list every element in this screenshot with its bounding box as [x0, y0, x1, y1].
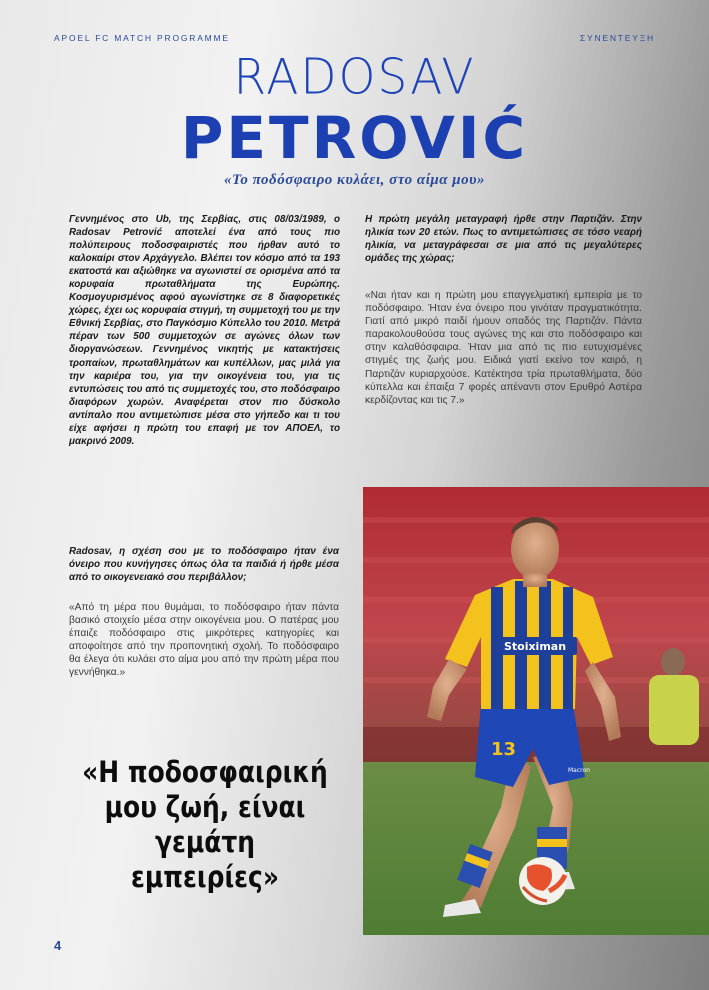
pull-quote-line: μου ζωή, είναι — [104, 790, 306, 824]
page-number: 4 — [54, 938, 62, 953]
magazine-header: APOEL FC MATCH PROGRAMME — [54, 33, 230, 43]
pull-quote-line: γεμάτη εμπειρίες» — [131, 825, 279, 894]
section-label: ΣΥΝΕΝΤΕΥΞΗ — [579, 33, 655, 43]
player-last-name: PETROVIĆ — [180, 104, 529, 172]
pull-quote — [80, 755, 329, 895]
player-first-name: RADOSAV — [233, 48, 476, 107]
pull-quote-line: «Η ποδοσφαιρική — [82, 755, 328, 789]
kit-brand: Macron — [568, 767, 590, 774]
shirt-sponsor: Stoiximan — [503, 640, 567, 653]
pitch — [363, 762, 709, 935]
intro-paragraph: Γεννημένος στο Ub, της Σερβίας, στις 08/03/1989, ο Radosav Petrović αποτελεί ένα από τους πιο πολύπειρους ποδοσφαιριστές που ήρθαν αυτό το καλοκαίρι στον Αρχάγγελο. Βλέπει τον κόσμο από τα 193 εκατοστά και αξιώθηκε να αγωνιστεί σε ορισμένα από τα κορυφαία πρωταθλήματα της Ευρώπης. Κοσμογυρισμένος αφού αγωνίστηκε σε 8 διαφορετικές χώρες, έχει ως κορυφαία στιγμή, τη συμμετοχή του με την Εθνική Σερβίας, στο Παγκόσμιο Κύπελλο του 2010. Μετρά πέραν των 500 συμμετοχών σε αγώνες όλων των διοργανώσεων. Γεννημένος νικητής με κατακτήσεις τροπαίων, πρωταθλημάτων και κυπέλλων, μας μιλά για την καριέρα του, για την οικογένεια του, για τις εντυπώσεις του από τις συμμετοχές του, στο ποδόσφαιρο διαφόρων χωρών. Αναφέρεται στον πιο δύσκολο αντίπαλο που αντιμετώπισε μέσα στο γήπεδο και τι του είχε αφήσει η πρώτη του επαφή με τον ΑΠΟΕΛ, το μακρινό 2009. — [69, 214, 340, 447]
question-2: Radosav, η σχέση σου με το ποδόσφαιρο ήταν ένα όνειρο που κυνήγησες όπως όλα τα παιδιά ή ήρθε μέσα από το οικογενειακό σου περιβάλλον; — [69, 546, 339, 584]
player-photo — [363, 487, 709, 935]
answer-2: «Από τη μέρα που θυμάμαι, το ποδόσφαιρο ήταν πάντα βασικό στοιχείο μέσα στην οικογένεια μου. Ο πατέρας μου έπαιζε ποδόσφαιρο στις μικρότερες κατηγορίες και αποφοίτησε από την προπονητική σχολή. Το ποδόσφαιρο θα έλεγα ότι κυλάει στο αίμα μου από την πρώτη μέρα που γεννήθηκα.» — [69, 602, 339, 679]
headline-quote: «Το ποδόσφαιρο κυλάει, στο αίμα μου» — [224, 172, 485, 188]
answer-1: «Ναι ήταν και η πρώτη μου επαγγελματική εμπειρία με το ποδόσφαιρο. Ήταν ένα όνειρο που γινόταν πραγματικότητα. Γιατί από μικρό παιδί ήμουν οπαδός της Παρτιζάν. Πάντα παρακολουθούσα τους αγώνες της και στο ποδόσφαιρο και στην καλαθόσφαιρα. Ήταν μια από τις πιο ευτυχισμένες στιγμές της ζωής μου. Ειδικά γιατί εκείνο τον καιρό, η Παρτιζάν κυριαρχούσε. Κατέκτησα τρία πρωταθλήματα, δύο κύπελλα και έπαιξα 7 φορές απέναντι στον Ερυθρό Αστέρα κερδίζοντας και τις 7.» — [365, 290, 642, 406]
question-1: Η πρώτη μεγάλη μεταγραφή ήρθε στην Παρτιζάν. Στην ηλικία των 20 ετών. Πως το αντιμετώπισες σε τόσο νεαρή ηλικία, να μεταγράφεσαι σε μια από τις μεγαλύτερες ομάδες της χώρας; — [365, 214, 642, 265]
football — [519, 857, 567, 905]
shorts-number: 13 — [491, 739, 517, 760]
